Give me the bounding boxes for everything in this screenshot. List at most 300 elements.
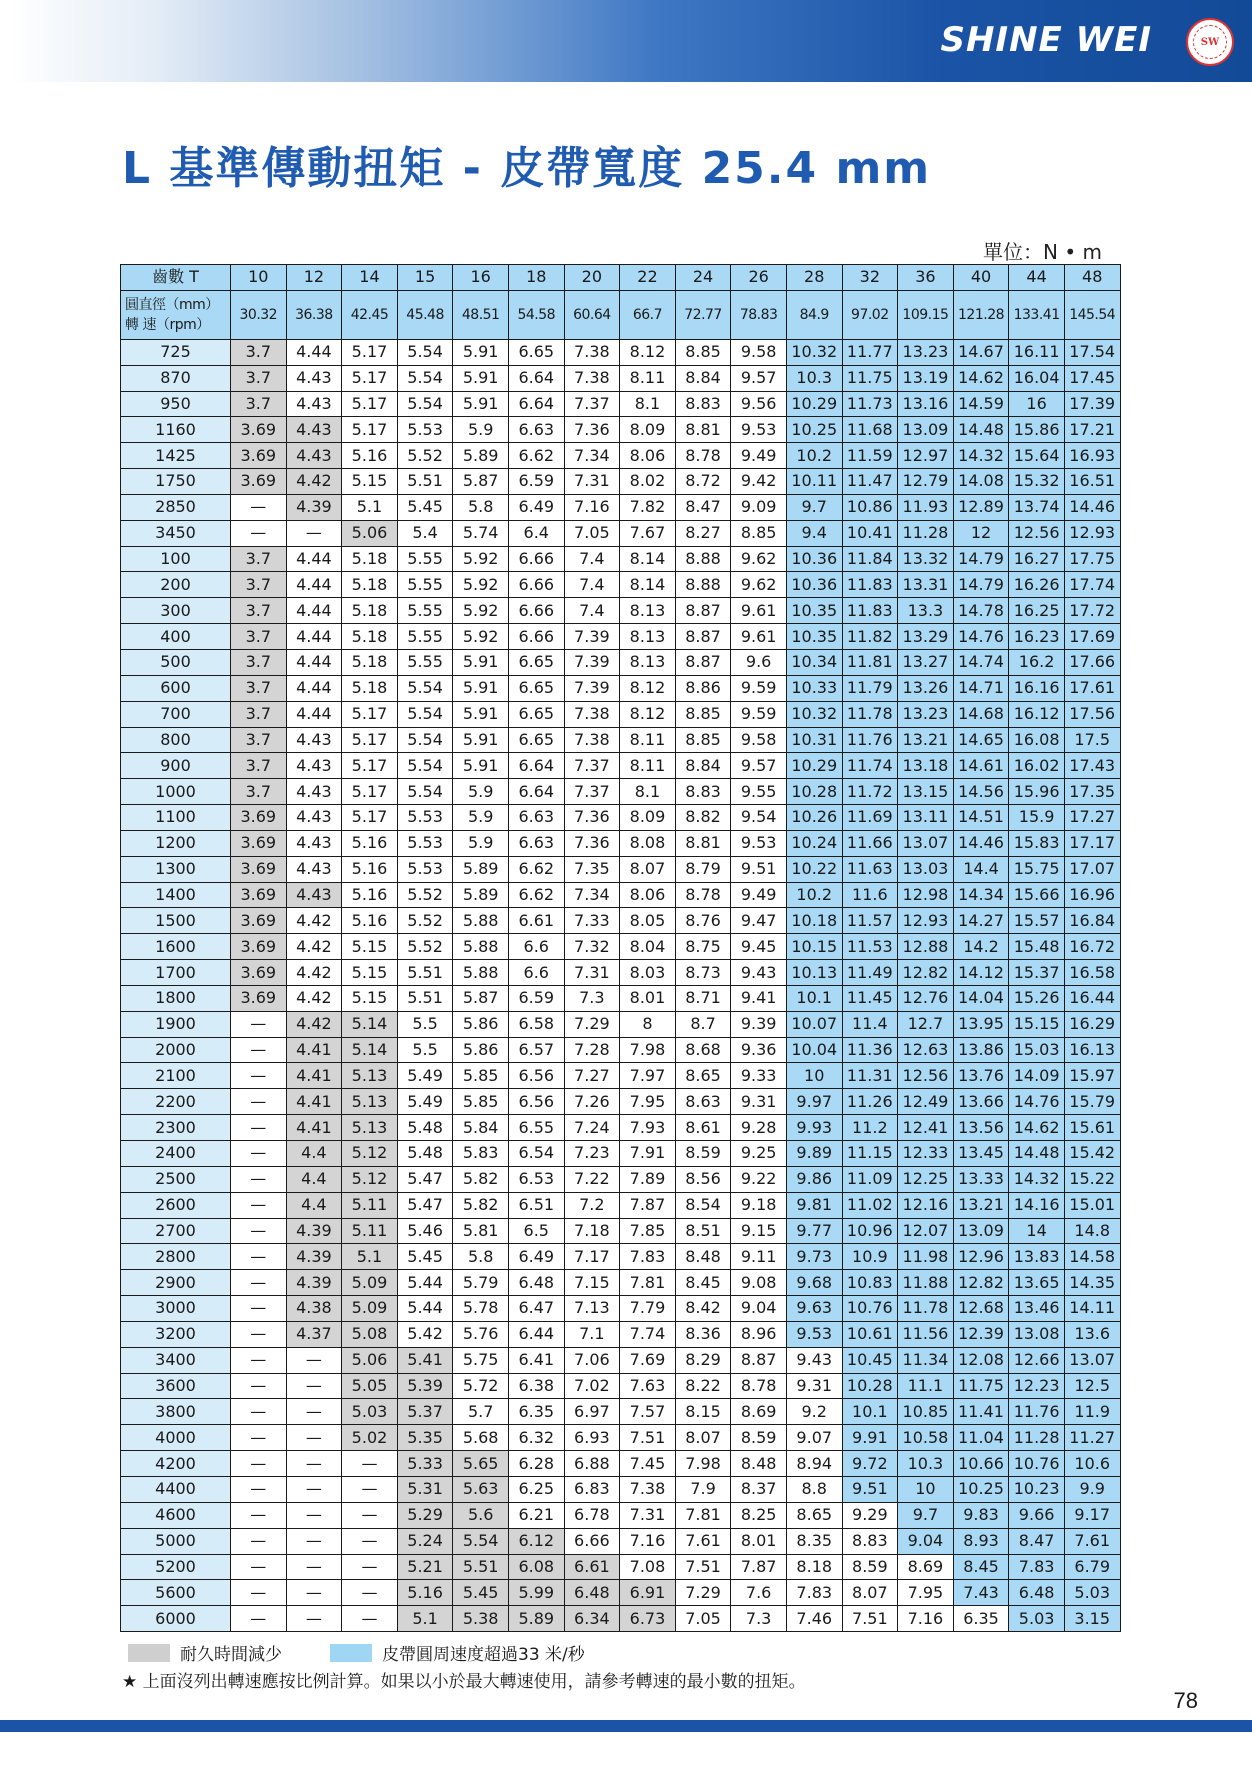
torque-cell: 17.75 <box>1064 546 1120 572</box>
rpm-cell: 1800 <box>121 985 231 1011</box>
torque-cell: 4.43 <box>286 805 342 831</box>
torque-cell: 8.1 <box>620 779 676 805</box>
torque-cell: 8.84 <box>675 753 731 779</box>
torque-cell: 7.38 <box>620 1476 676 1502</box>
torque-cell: 8.59 <box>675 1141 731 1167</box>
torque-cell: 6.62 <box>508 856 564 882</box>
table-row <box>121 1347 1121 1373</box>
torque-cell: 8.83 <box>675 391 731 417</box>
diameter-header-cell: 36.38 <box>286 290 342 339</box>
torque-cell: 7.06 <box>564 1347 620 1373</box>
torque-cell: 6.35 <box>953 1606 1009 1632</box>
torque-cell: 5.17 <box>342 727 398 753</box>
torque-cell: 6.55 <box>508 1115 564 1141</box>
torque-cell: 5.75 <box>453 1347 509 1373</box>
torque-cell: 12.66 <box>1009 1347 1065 1373</box>
torque-cell: 7.37 <box>564 753 620 779</box>
torque-cell: 17.5 <box>1064 727 1120 753</box>
rpm-cell: 4000 <box>121 1425 231 1451</box>
torque-cell: 13.95 <box>953 1011 1009 1037</box>
torque-cell: 5.48 <box>397 1141 453 1167</box>
table-row <box>121 598 1121 624</box>
rpm-cell: 1750 <box>121 469 231 495</box>
torque-cell: 5.91 <box>453 365 509 391</box>
torque-cell: 5.14 <box>342 1011 398 1037</box>
torque-cell: 5.91 <box>453 391 509 417</box>
torque-cell: 7.91 <box>620 1141 676 1167</box>
table-row <box>121 624 1121 650</box>
torque-cell: 7.79 <box>620 1296 676 1322</box>
torque-cell: 6.58 <box>508 1011 564 1037</box>
torque-cell: 14.32 <box>1009 1166 1065 1192</box>
torque-cell: 6.65 <box>508 649 564 675</box>
torque-cell: 7.83 <box>1009 1554 1065 1580</box>
table-row <box>121 417 1121 443</box>
torque-cell: 7.51 <box>675 1554 731 1580</box>
torque-cell: 9.72 <box>842 1451 898 1477</box>
torque-cell: 14.79 <box>953 572 1009 598</box>
torque-cell: 14.04 <box>953 985 1009 1011</box>
torque-cell: 14.62 <box>953 365 1009 391</box>
torque-cell: 13.86 <box>953 1037 1009 1063</box>
table-row <box>121 1192 1121 1218</box>
torque-cell: 12.33 <box>898 1141 954 1167</box>
torque-cell: 9.9 <box>1064 1476 1120 1502</box>
torque-cell: 5.84 <box>453 1115 509 1141</box>
torque-cell: 10.76 <box>1009 1451 1065 1477</box>
torque-cell: 9.89 <box>786 1141 842 1167</box>
torque-cell: 12.93 <box>1064 520 1120 546</box>
torque-cell: 8.72 <box>675 469 731 495</box>
torque-cell: 4.39 <box>286 1270 342 1296</box>
torque-cell: 7.87 <box>731 1554 787 1580</box>
torque-cell: 11.76 <box>842 727 898 753</box>
torque-cell: 11.77 <box>842 339 898 365</box>
torque-cell: 10.29 <box>786 753 842 779</box>
torque-cell: 7.17 <box>564 1244 620 1270</box>
table-row <box>121 443 1121 469</box>
torque-cell: 6.65 <box>508 727 564 753</box>
torque-cell: 10.32 <box>786 701 842 727</box>
rpm-cell: 725 <box>121 339 231 365</box>
torque-cell: 8.06 <box>620 882 676 908</box>
torque-cell: 7.4 <box>564 598 620 624</box>
torque-cell: 6.59 <box>508 985 564 1011</box>
torque-cell: 15.61 <box>1064 1115 1120 1141</box>
torque-cell: 5.15 <box>342 469 398 495</box>
torque-cell: 7.29 <box>564 1011 620 1037</box>
torque-cell: 13.19 <box>898 365 954 391</box>
table-row <box>121 1063 1121 1089</box>
torque-cell: 3.7 <box>231 701 287 727</box>
torque-cell: — <box>231 1373 287 1399</box>
torque-cell: 13.23 <box>898 701 954 727</box>
torque-cell: 8.12 <box>620 701 676 727</box>
torque-cell: 16.25 <box>1009 598 1065 624</box>
torque-cell: 8.14 <box>620 546 676 572</box>
torque-cell: 6.73 <box>620 1606 676 1632</box>
torque-cell: 7.08 <box>620 1554 676 1580</box>
diameter-header-cell: 121.28 <box>953 290 1009 339</box>
torque-cell: 8.12 <box>620 339 676 365</box>
torque-cell: 4.44 <box>286 598 342 624</box>
torque-cell: — <box>231 1115 287 1141</box>
torque-cell: 9.59 <box>731 701 787 727</box>
torque-cell: 3.69 <box>231 908 287 934</box>
torque-cell: 13.11 <box>898 805 954 831</box>
torque-cell: 9.73 <box>786 1244 842 1270</box>
torque-cell: 5.91 <box>453 339 509 365</box>
torque-cell: 7.18 <box>564 1218 620 1244</box>
torque-cell: 5.5 <box>397 1011 453 1037</box>
torque-cell: 5.18 <box>342 546 398 572</box>
diameter-header-cell: 109.15 <box>898 290 954 339</box>
torque-cell: 8.25 <box>731 1502 787 1528</box>
torque-cell: 8.48 <box>675 1244 731 1270</box>
torque-cell: 9.47 <box>731 908 787 934</box>
torque-cell: 16.84 <box>1064 908 1120 934</box>
torque-cell: 6.63 <box>508 417 564 443</box>
torque-cell: 15.32 <box>1009 469 1065 495</box>
torque-cell: 11.4 <box>842 1011 898 1037</box>
torque-cell: 5.51 <box>397 985 453 1011</box>
torque-cell: 9.6 <box>731 649 787 675</box>
torque-cell: — <box>342 1580 398 1606</box>
teeth-header-cell: 44 <box>1009 265 1065 291</box>
torque-cell: 10.45 <box>842 1347 898 1373</box>
torque-cell: 11.79 <box>842 675 898 701</box>
torque-cell: 7.2 <box>564 1192 620 1218</box>
torque-cell: 11.2 <box>842 1115 898 1141</box>
torque-cell: 7.43 <box>953 1580 1009 1606</box>
rpm-cell: 6000 <box>121 1606 231 1632</box>
torque-cell: 5.13 <box>342 1089 398 1115</box>
torque-cell: 9.43 <box>786 1347 842 1373</box>
torque-cell: 10.26 <box>786 805 842 831</box>
torque-cell: 13.29 <box>898 624 954 650</box>
torque-cell: 11.66 <box>842 830 898 856</box>
footnote: ★ 上面沒列出轉速應按比例計算。如果以小於最大轉速使用，請參考轉速的最小數的扭矩。 <box>122 1672 806 1692</box>
torque-cell: 5.06 <box>342 520 398 546</box>
torque-cell: 5.14 <box>342 1037 398 1063</box>
torque-cell: 10.36 <box>786 546 842 572</box>
torque-cell: 5.17 <box>342 779 398 805</box>
torque-cell: 7.15 <box>564 1270 620 1296</box>
torque-cell: 5.54 <box>397 701 453 727</box>
torque-cell: 9.15 <box>731 1218 787 1244</box>
seal-text: SW <box>1193 25 1227 59</box>
rpm-cell: 2400 <box>121 1141 231 1167</box>
table-row <box>121 882 1121 908</box>
torque-cell: 5.72 <box>453 1373 509 1399</box>
torque-cell: 6.21 <box>508 1502 564 1528</box>
torque-cell: 5.55 <box>397 598 453 624</box>
torque-cell: 11.1 <box>898 1373 954 1399</box>
torque-cell: 8.04 <box>620 934 676 960</box>
torque-cell: 7.95 <box>898 1580 954 1606</box>
torque-cell: 3.7 <box>231 753 287 779</box>
torque-cell: 13.07 <box>1064 1347 1120 1373</box>
torque-cell: 14.62 <box>1009 1115 1065 1141</box>
torque-cell: 13.32 <box>898 546 954 572</box>
table-row <box>121 1451 1121 1477</box>
torque-cell: 13.74 <box>1009 494 1065 520</box>
torque-cell: 6.66 <box>508 546 564 572</box>
torque-cell: 3.7 <box>231 675 287 701</box>
torque-cell: 9.51 <box>731 856 787 882</box>
table-row <box>121 1270 1121 1296</box>
torque-cell: 8.78 <box>731 1373 787 1399</box>
table-row <box>121 1141 1121 1167</box>
table-row <box>121 494 1121 520</box>
torque-cell: 7.6 <box>731 1580 787 1606</box>
torque-cell: 8.93 <box>953 1528 1009 1554</box>
torque-cell: 8.69 <box>731 1399 787 1425</box>
torque-cell: 11.78 <box>842 701 898 727</box>
torque-cell: 5.4 <box>397 520 453 546</box>
torque-cell: 10.41 <box>842 520 898 546</box>
torque-cell: 10.34 <box>786 649 842 675</box>
torque-cell: 11.26 <box>842 1089 898 1115</box>
torque-cell: 14.48 <box>953 417 1009 443</box>
rpm-cell: 1400 <box>121 882 231 908</box>
torque-cell: 15.42 <box>1064 1141 1120 1167</box>
torque-cell: 6.66 <box>508 572 564 598</box>
torque-cell: 13.3 <box>898 598 954 624</box>
table-row <box>121 572 1121 598</box>
torque-cell: 14.12 <box>953 960 1009 986</box>
torque-cell: 10.24 <box>786 830 842 856</box>
torque-cell: 5.7 <box>453 1399 509 1425</box>
torque-cell: 11.81 <box>842 649 898 675</box>
rpm-cell: 1300 <box>121 856 231 882</box>
torque-cell: 15.96 <box>1009 779 1065 805</box>
torque-cell: 10.11 <box>786 469 842 495</box>
torque-cell: 5.9 <box>453 417 509 443</box>
torque-cell: 7.39 <box>564 649 620 675</box>
torque-cell: 8.45 <box>953 1554 1009 1580</box>
torque-cell: 7.36 <box>564 805 620 831</box>
rpm-cell: 2700 <box>121 1218 231 1244</box>
torque-cell: 5.82 <box>453 1192 509 1218</box>
torque-cell: 13.27 <box>898 649 954 675</box>
torque-cell: 5.55 <box>397 624 453 650</box>
torque-cell: 16.08 <box>1009 727 1065 753</box>
torque-cell: 12.68 <box>953 1296 1009 1322</box>
torque-cell: 9.36 <box>731 1037 787 1063</box>
torque-cell: 9.66 <box>1009 1502 1065 1528</box>
torque-cell: 14.76 <box>953 624 1009 650</box>
rpm-cell: 1600 <box>121 934 231 960</box>
torque-cell: 14.58 <box>1064 1244 1120 1270</box>
torque-cell: 7.89 <box>620 1166 676 1192</box>
torque-cell: 8.85 <box>675 727 731 753</box>
torque-cell: 8.13 <box>620 598 676 624</box>
torque-cell: 6.48 <box>564 1580 620 1606</box>
page-title: L 基準傳動扭矩 - 皮帶寬度 25.4 mm <box>122 143 932 194</box>
torque-cell: 11.63 <box>842 856 898 882</box>
torque-cell: 5.85 <box>453 1063 509 1089</box>
torque-cell: 8.08 <box>620 830 676 856</box>
rpm-cell: 5200 <box>121 1554 231 1580</box>
torque-cell: — <box>231 520 287 546</box>
torque-cell: 4.41 <box>286 1063 342 1089</box>
torque-cell: 3.69 <box>231 856 287 882</box>
torque-cell: 5.54 <box>397 675 453 701</box>
rpm-cell: 300 <box>121 598 231 624</box>
torque-cell: 6.91 <box>620 1580 676 1606</box>
torque-cell: 11.83 <box>842 572 898 598</box>
torque-cell: 5.99 <box>508 1580 564 1606</box>
table-row <box>121 675 1121 701</box>
torque-cell: 14 <box>1009 1218 1065 1244</box>
torque-cell: 5.55 <box>397 649 453 675</box>
teeth-header-cell: 22 <box>620 265 676 291</box>
torque-cell: — <box>286 1528 342 1554</box>
torque-cell: 6.66 <box>508 598 564 624</box>
torque-cell: 4.4 <box>286 1166 342 1192</box>
torque-cell: 9.25 <box>731 1141 787 1167</box>
torque-cell: 5.45 <box>397 494 453 520</box>
torque-cell: 13.09 <box>898 417 954 443</box>
torque-cell: 17.69 <box>1064 624 1120 650</box>
torque-cell: 5.83 <box>453 1141 509 1167</box>
torque-cell: 5.89 <box>453 882 509 908</box>
torque-cell: 7.81 <box>675 1502 731 1528</box>
torque-cell: 12.89 <box>953 494 1009 520</box>
torque-cell: 5.8 <box>453 494 509 520</box>
torque-cell: — <box>286 1373 342 1399</box>
torque-cell: 6.28 <box>508 1451 564 1477</box>
torque-cell: 7.26 <box>564 1089 620 1115</box>
torque-cell: 17.07 <box>1064 856 1120 882</box>
torque-cell: 13.45 <box>953 1141 1009 1167</box>
torque-cell: 12.93 <box>898 908 954 934</box>
torque-cell: 16.58 <box>1064 960 1120 986</box>
torque-cell: 6.08 <box>508 1554 564 1580</box>
table-row <box>121 1502 1121 1528</box>
torque-cell: 5.12 <box>342 1141 398 1167</box>
torque-cell: 7.38 <box>564 727 620 753</box>
torque-cell: 3.7 <box>231 546 287 572</box>
torque-cell: 8.71 <box>675 985 731 1011</box>
torque-cell: 6.88 <box>564 1451 620 1477</box>
torque-cell: 9.56 <box>731 391 787 417</box>
torque-cell: — <box>231 1270 287 1296</box>
torque-cell: 5.17 <box>342 339 398 365</box>
torque-cell: 11.83 <box>842 598 898 624</box>
torque-cell: 5.51 <box>453 1554 509 1580</box>
torque-cell: 4.42 <box>286 469 342 495</box>
torque-cell: 8.06 <box>620 443 676 469</box>
torque-cell: 5.54 <box>397 391 453 417</box>
torque-cell: 8.42 <box>675 1296 731 1322</box>
torque-cell: 9.09 <box>731 494 787 520</box>
torque-cell: 14.65 <box>953 727 1009 753</box>
torque-cell: 16.04 <box>1009 365 1065 391</box>
torque-cell: 5.39 <box>397 1373 453 1399</box>
table-row <box>121 1399 1121 1425</box>
torque-cell: 16 <box>1009 391 1065 417</box>
torque-cell: 5.53 <box>397 856 453 882</box>
torque-cell: 10.85 <box>898 1399 954 1425</box>
teeth-header-cell: 26 <box>731 265 787 291</box>
torque-cell: 11.93 <box>898 494 954 520</box>
torque-cell: 8.76 <box>675 908 731 934</box>
torque-cell: 14.78 <box>953 598 1009 624</box>
torque-cell: 4.41 <box>286 1089 342 1115</box>
torque-cell: 5.09 <box>342 1270 398 1296</box>
torque-cell: 17.61 <box>1064 675 1120 701</box>
torque-cell: 5.46 <box>397 1218 453 1244</box>
torque-cell: 5.88 <box>453 934 509 960</box>
torque-cell: 4.42 <box>286 1011 342 1037</box>
torque-cell: 5.87 <box>453 985 509 1011</box>
rpm-cell: 1100 <box>121 805 231 831</box>
rpm-cell: 1900 <box>121 1011 231 1037</box>
torque-cell: 8.02 <box>620 469 676 495</box>
torque-cell: 5.17 <box>342 417 398 443</box>
torque-cell: 4.41 <box>286 1037 342 1063</box>
torque-cell: 15.75 <box>1009 856 1065 882</box>
torque-cell: 8.11 <box>620 365 676 391</box>
torque-cell: 9.97 <box>786 1089 842 1115</box>
torque-cell: 17.72 <box>1064 598 1120 624</box>
table-row <box>121 1218 1121 1244</box>
torque-cell: 11.49 <box>842 960 898 986</box>
torque-cell: 5.63 <box>453 1476 509 1502</box>
torque-cell: — <box>231 1580 287 1606</box>
torque-cell: 16.23 <box>1009 624 1065 650</box>
torque-cell: 14.16 <box>1009 1192 1065 1218</box>
torque-cell: 12.82 <box>898 960 954 986</box>
torque-cell: 9.42 <box>731 469 787 495</box>
torque-cell: 5.17 <box>342 365 398 391</box>
torque-cell: 11.84 <box>842 546 898 572</box>
diameter-header-cell: 42.45 <box>342 290 398 339</box>
torque-cell: 6.83 <box>564 1476 620 1502</box>
torque-cell: 5.31 <box>397 1476 453 1502</box>
torque-cell: 5.86 <box>453 1037 509 1063</box>
torque-cell: 4.41 <box>286 1115 342 1141</box>
torque-cell: 5.54 <box>453 1528 509 1554</box>
torque-cell: 9.33 <box>731 1063 787 1089</box>
torque-cell: 6.56 <box>508 1063 564 1089</box>
torque-cell: 4.43 <box>286 365 342 391</box>
rpm-cell: 2900 <box>121 1270 231 1296</box>
rpm-cell: 3450 <box>121 520 231 546</box>
torque-cell: 5.54 <box>397 727 453 753</box>
torque-cell: 11.45 <box>842 985 898 1011</box>
torque-cell: 17.56 <box>1064 701 1120 727</box>
torque-cell: 7.35 <box>564 856 620 882</box>
torque-cell: 4.43 <box>286 882 342 908</box>
torque-cell: 6.49 <box>508 1244 564 1270</box>
torque-cell: 10.25 <box>953 1476 1009 1502</box>
torque-cell: 5.42 <box>397 1321 453 1347</box>
torque-cell: 8.11 <box>620 727 676 753</box>
torque-cell: 9.57 <box>731 753 787 779</box>
torque-cell: 10.25 <box>786 417 842 443</box>
torque-cell: 8.47 <box>675 494 731 520</box>
torque-cell: 10.31 <box>786 727 842 753</box>
torque-cell: 4.42 <box>286 960 342 986</box>
torque-cell: 15.64 <box>1009 443 1065 469</box>
torque-cell: 3.69 <box>231 805 287 831</box>
torque-cell: 6.62 <box>508 882 564 908</box>
torque-cell: 7.36 <box>564 830 620 856</box>
torque-cell: 5.87 <box>453 469 509 495</box>
